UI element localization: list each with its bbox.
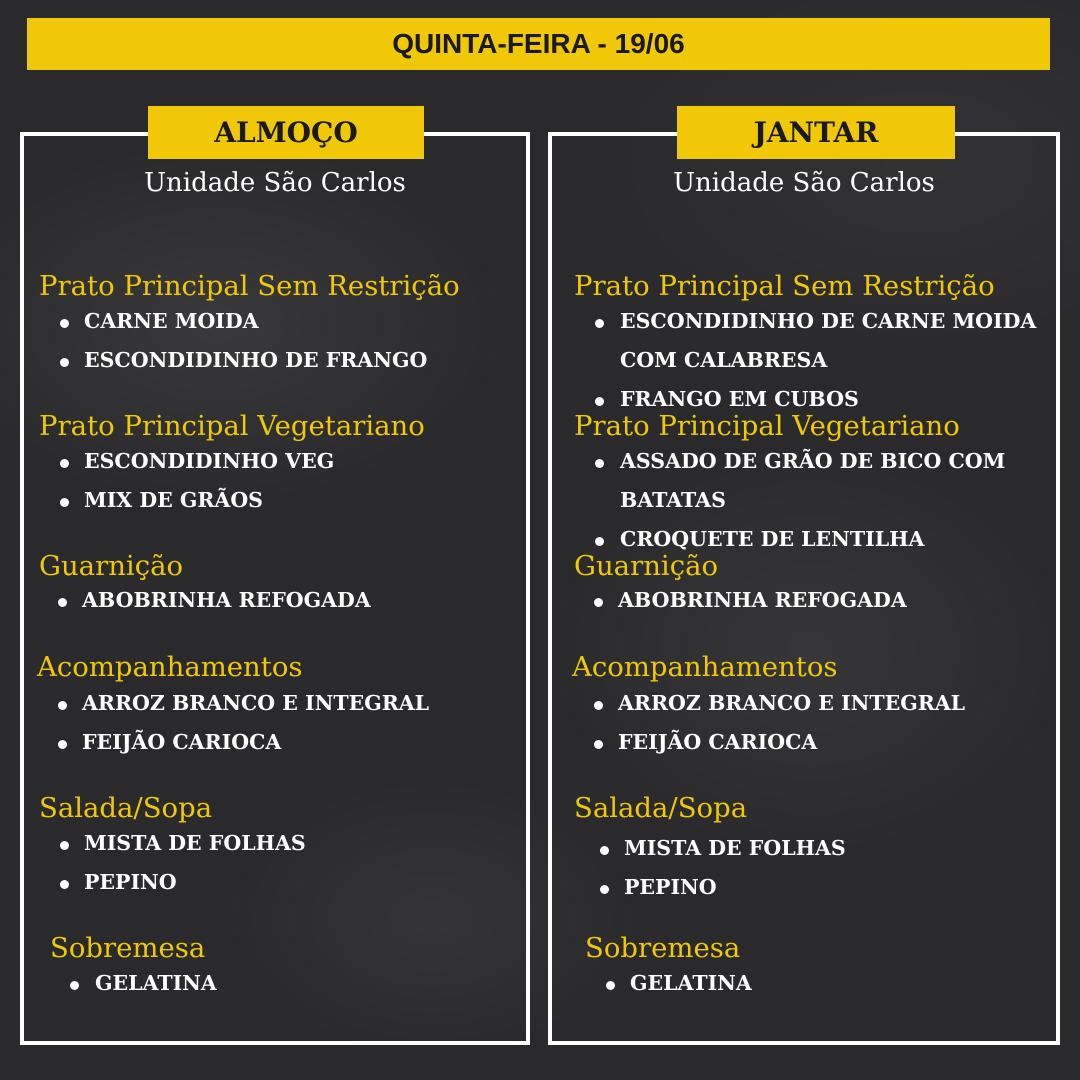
- dinner-salad-item: MISTA DE FOLHAS: [624, 836, 846, 860]
- bullet-icon: [600, 885, 609, 894]
- dinner-garnish-item: ABOBRINHA REFOGADA: [618, 588, 907, 612]
- lunch-salad-item: MISTA DE FOLHAS: [84, 831, 306, 855]
- lunch-veg-item: ESCONDIDINHO VEG: [84, 449, 335, 473]
- bullet-icon: [595, 537, 604, 546]
- date-title: QUINTA-FEIRA - 19/06: [392, 28, 685, 59]
- dinner-main-item: FRANGO EM CUBOS: [620, 387, 859, 411]
- lunch-main-item: CARNE MOIDA: [84, 309, 259, 333]
- lunch-dessert-title: Sobremesa: [50, 932, 206, 964]
- lunch-main-title: Prato Principal Sem Restrição: [39, 270, 460, 302]
- dinner-sides-title: Acompanhamentos: [572, 651, 838, 683]
- bullet-icon: [595, 459, 604, 468]
- lunch-veg-title: Prato Principal Vegetariano: [39, 410, 425, 442]
- dinner-sides-item: ARROZ BRANCO E INTEGRAL: [618, 691, 966, 715]
- dinner-main-item: ESCONDIDINHO DE CARNE MOIDA: [620, 309, 1037, 333]
- date-banner: [27, 18, 1050, 70]
- dinner-main-item-continued: COM CALABRESA: [620, 348, 828, 372]
- dinner-title: JANTAR: [753, 116, 879, 149]
- lunch-unit: Unidade São Carlos: [144, 168, 406, 198]
- bullet-icon: [60, 841, 69, 850]
- dinner-dessert-title: Sobremesa: [585, 932, 741, 964]
- bullet-icon: [60, 880, 69, 889]
- dinner-veg-item: ASSADO DE GRÃO DE BICO COM: [620, 449, 1006, 473]
- dinner-sides-item: FEIJÃO CARIOCA: [618, 730, 818, 754]
- lunch-dessert-item: GELATINA: [95, 971, 217, 995]
- lunch-salad-item: PEPINO: [84, 870, 177, 894]
- bullet-icon: [60, 459, 69, 468]
- bullet-icon: [60, 498, 69, 507]
- lunch-salad-title: Salada/Sopa: [39, 792, 213, 824]
- dinner-salad-title: Salada/Sopa: [574, 792, 748, 824]
- dinner-unit: Unidade São Carlos: [673, 168, 935, 198]
- bullet-icon: [58, 598, 67, 607]
- bullet-icon: [595, 397, 604, 406]
- bullet-icon: [58, 740, 67, 749]
- dinner-veg-item: CROQUETE DE LENTILHA: [620, 527, 925, 551]
- dinner-veg-title: Prato Principal Vegetariano: [574, 410, 960, 442]
- dinner-garnish-title: Guarnição: [574, 550, 719, 582]
- bullet-icon: [594, 598, 603, 607]
- lunch-title: ALMOÇO: [214, 116, 358, 149]
- bullet-icon: [606, 981, 615, 990]
- lunch-veg-item: MIX DE GRÃOS: [84, 488, 263, 512]
- lunch-garnish-item: ABOBRINHA REFOGADA: [82, 588, 371, 612]
- bullet-icon: [58, 701, 67, 710]
- lunch-garnish-title: Guarnição: [39, 550, 184, 582]
- bullet-icon: [600, 846, 609, 855]
- lunch-sides-item: ARROZ BRANCO E INTEGRAL: [82, 691, 430, 715]
- lunch-sides-item: FEIJÃO CARIOCA: [82, 730, 282, 754]
- dinner-veg-item-continued: BATATAS: [620, 488, 726, 512]
- lunch-title-tag: [148, 106, 424, 159]
- bullet-icon: [594, 740, 603, 749]
- dinner-dessert-item: GELATINA: [630, 971, 752, 995]
- bullet-icon: [70, 981, 79, 990]
- bullet-icon: [60, 319, 69, 328]
- dinner-main-title: Prato Principal Sem Restrição: [574, 270, 995, 302]
- bullet-icon: [594, 701, 603, 710]
- bullet-icon: [595, 319, 604, 328]
- bullet-icon: [60, 358, 69, 367]
- dinner-salad-item: PEPINO: [624, 875, 717, 899]
- lunch-main-item: ESCONDIDINHO DE FRANGO: [84, 348, 428, 372]
- dinner-title-tag: [677, 106, 955, 159]
- lunch-sides-title: Acompanhamentos: [37, 651, 303, 683]
